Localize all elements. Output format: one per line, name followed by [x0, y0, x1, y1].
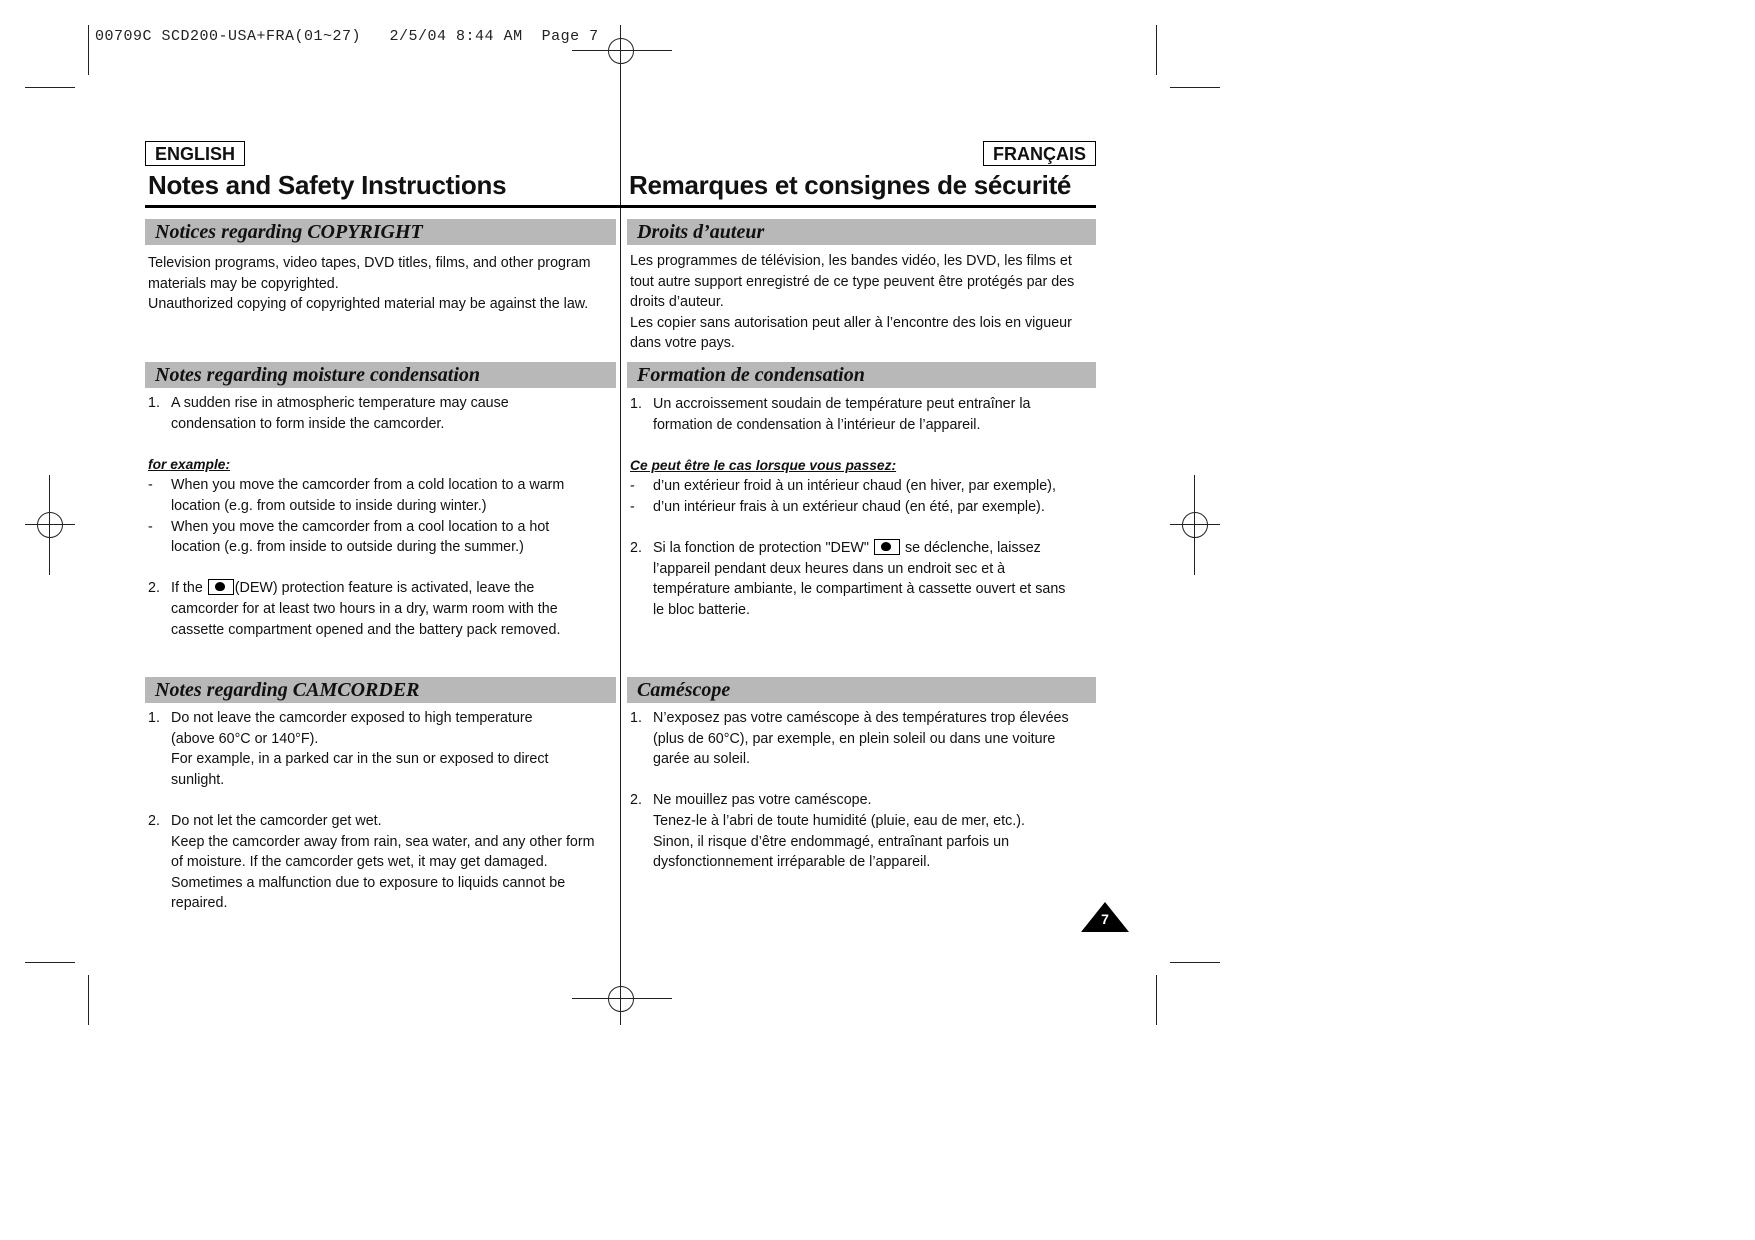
center-fold-line	[620, 25, 621, 1025]
english-moisture-text	[148, 393, 618, 640]
list-item	[630, 538, 1100, 620]
french-language-label: FRANÇAIS	[983, 141, 1096, 166]
french-camcorder-heading: Caméscope	[627, 677, 1096, 703]
text-line: condensation to form inside the camcorder.	[171, 415, 445, 432]
text-line: le bloc batterie.	[653, 601, 750, 618]
crop-mark	[1170, 962, 1220, 963]
page-number: 7	[1101, 911, 1109, 927]
crop-mark	[1156, 25, 1157, 75]
text-line: When you move the camcorder from a cool location to a hot	[171, 518, 550, 535]
example-label: for example:	[148, 456, 231, 472]
bullet-dash: -	[630, 498, 635, 515]
french-copyright-text	[630, 251, 1100, 354]
item-number: 2.	[148, 812, 160, 829]
text-line: sunlight.	[171, 771, 225, 788]
text-line: Tenez-le à l’abri de toute humidité (pluie, eau de mer, etc.).	[653, 812, 1025, 829]
crop-mark	[1156, 975, 1157, 1025]
text-line: For example, in a parked car in the sun or exposed to direct	[171, 751, 549, 768]
list-item	[630, 476, 1100, 497]
text-line: A sudden rise in atmospheric temperature may cause	[171, 395, 509, 411]
registration-mark	[608, 986, 634, 1012]
text-fragment: se déclenche, laissez	[904, 540, 1041, 557]
crop-mark	[1170, 87, 1220, 88]
dew-icon	[874, 539, 900, 555]
text-line: Do not leave the camcorder exposed to high temperature	[171, 710, 533, 726]
text-line: tout autre support enregistré de ce type peuvent être protégés par des	[630, 273, 1075, 290]
text-fragment: If the	[171, 580, 203, 597]
text-line: Unauthorized copying of copyrighted material may be against the law.	[148, 296, 589, 313]
text-line: Les copier sans autorisation peut aller à l’encontre des lois en vigueur	[630, 314, 1072, 331]
list-item	[148, 811, 618, 914]
dew-icon	[208, 579, 234, 595]
text-line: camcorder for at least two hours in a dry, warm room with the	[171, 600, 558, 617]
list-item	[148, 475, 618, 516]
text-line: Ne mouillez pas votre caméscope.	[653, 792, 872, 809]
registration-mark	[37, 512, 63, 538]
french-moisture-text	[630, 394, 1100, 621]
text-line: Les programmes de télévision, les bandes vidéo, les DVD, les films et	[630, 253, 1072, 269]
text-line: Un accroissement soudain de température peut entraîner la	[653, 396, 1031, 412]
french-copyright-heading: Droits d’auteur	[627, 219, 1096, 245]
list-item	[148, 578, 618, 640]
list-item	[148, 708, 618, 790]
text-line: cassette compartment opened and the battery pack removed.	[171, 621, 561, 638]
text-line: repaired.	[171, 895, 228, 912]
crop-mark	[25, 962, 75, 963]
text-line: N’exposez pas votre caméscope à des températures trop élevées	[653, 710, 1069, 726]
english-language-label: ENGLISH	[145, 141, 245, 166]
english-camcorder-heading: Notes regarding CAMCORDER	[145, 677, 616, 703]
item-number: 2.	[630, 792, 642, 809]
text-line: (plus de 60°C), par exemple, en plein soleil ou dans une voiture	[653, 730, 1056, 747]
example-label: Ce peut être le cas lorsque vous passez:	[630, 457, 897, 473]
text-fragment: Si la fonction de protection "DEW"	[653, 540, 869, 557]
list-item	[148, 517, 618, 558]
bullet-dash: -	[630, 478, 635, 495]
text-line: d’un extérieur froid à un intérieur chaud (en hiver, par exemple),	[653, 478, 1056, 495]
list-item	[630, 790, 1100, 872]
french-camcorder-text	[630, 708, 1100, 873]
list-item	[630, 394, 1100, 435]
title-rule	[145, 205, 1096, 208]
text-line: droits d’auteur.	[630, 294, 724, 311]
english-moisture-heading: Notes regarding moisture condensation	[145, 362, 616, 388]
french-moisture-heading: Formation de condensation	[627, 362, 1096, 388]
bullet-dash: -	[148, 518, 153, 535]
item-number: 1.	[630, 396, 642, 412]
english-camcorder-text	[148, 708, 618, 914]
item-number: 1.	[630, 710, 642, 726]
crop-mark	[88, 975, 89, 1025]
text-line: l’appareil pendant deux heures dans un endroit sec et à	[653, 560, 1006, 577]
crop-mark	[88, 25, 89, 75]
text-fragment: (DEW) protection feature is activated, leave the	[234, 580, 535, 597]
registration-mark	[1182, 512, 1208, 538]
text-line: dans votre pays.	[630, 335, 735, 352]
list-item	[630, 497, 1100, 518]
bullet-dash: -	[148, 477, 153, 494]
text-line: Keep the camcorder away from rain, sea water, and any other form	[171, 833, 595, 850]
text-line: materials may be copyrighted.	[148, 275, 339, 292]
text-line: (above 60°C or 140°F).	[171, 730, 319, 747]
english-copyright-text	[148, 253, 618, 315]
text-line: of moisture. If the camcorder gets wet, it may get damaged.	[171, 854, 548, 871]
english-copyright-heading: Notices regarding COPYRIGHT	[145, 219, 616, 245]
text-line: location (e.g. from inside to outside during the summer.)	[171, 539, 524, 556]
text-line: location (e.g. from outside to inside during winter.)	[171, 497, 487, 514]
text-line: température ambiante, le compartiment à cassette ouvert et sans	[653, 581, 1066, 598]
item-number: 2.	[630, 540, 642, 557]
text-line: Sinon, il risque d’être endommagé, entraînant parfois un	[653, 833, 1010, 850]
text-line: Do not let the camcorder get wet.	[171, 812, 382, 829]
list-item	[630, 708, 1100, 770]
text-line: garée au soleil.	[653, 751, 750, 768]
text-line: d’un intérieur frais à un extérieur chaud (en été, par exemple).	[653, 498, 1045, 515]
text-line: Television programs, video tapes, DVD titles, films, and other program	[148, 255, 591, 271]
item-number: 1.	[148, 395, 160, 411]
english-page-title: Notes and Safety Instructions	[148, 170, 507, 200]
registration-mark	[608, 38, 634, 64]
crop-mark	[25, 87, 75, 88]
text-line: When you move the camcorder from a cold location to a warm	[171, 477, 565, 494]
list-item	[148, 393, 618, 434]
item-number: 2.	[148, 580, 160, 597]
item-number: 1.	[148, 710, 160, 726]
print-slug: 00709C SCD200-USA+FRA(01~27) 2/5/04 8:44 AM Page 7	[95, 28, 599, 45]
french-page-title: Remarques et consignes de sécurité	[629, 170, 1072, 200]
text-line: Sometimes a malfunction due to exposure to liquids cannot be	[171, 874, 566, 891]
text-line: formation de condensation à l’intérieur de l’appareil.	[653, 416, 981, 433]
text-line: dysfonctionnement irréparable de l’appareil.	[653, 854, 931, 871]
